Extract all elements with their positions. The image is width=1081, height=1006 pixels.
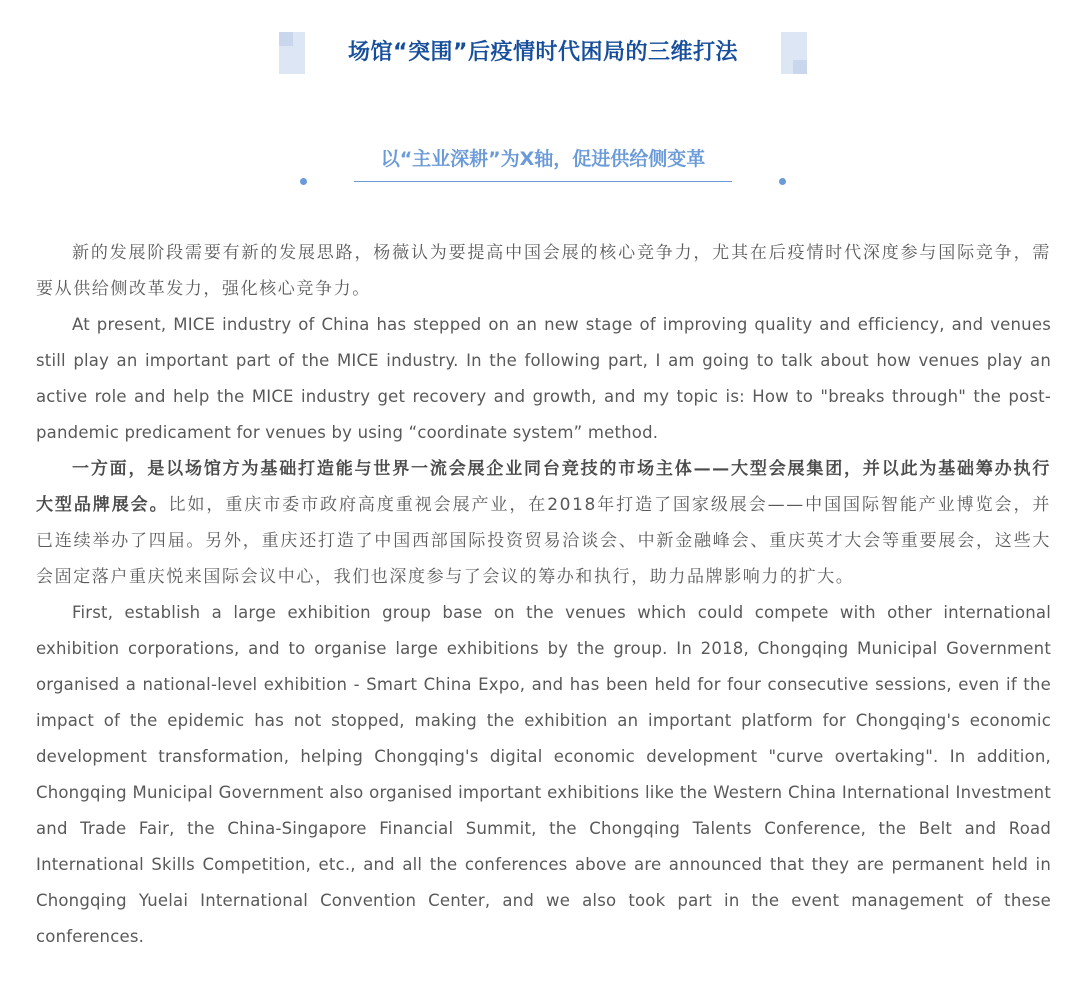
section-heading: 以“主业深耕”为X轴，促进供给侧变革 [380, 148, 706, 170]
title-banner [279, 32, 807, 74]
paragraph-bold-lead: 一方面，是以场馆方为基础打造能与世界一流会展企业同台竞技的市场主体——大型会展集团，并以此为基础筹办执行大型品牌展会。 [36, 459, 1051, 515]
paragraph-chinese-intro: 新的发展阶段需要有新的发展思路，杨薇认为要提高中国会展的核心竞争力，尤其在后疫情时代深度参与国际竞争，需要从供给侧改革发力，强化核心竞争力。 [36, 243, 1051, 299]
paragraph-english-intro: At present, MICE industry of China has stepped on an new stage of improving quality and efficiency, and venues still play an important part of the MICE industry. In the following part, I am going to talk about how venues play an active role and help the MICE industry get recovery and growth, and my topic is: How to "breaks through" the post-pandemic predicament for venues by using “coordinate system” method. [36, 315, 1051, 442]
paragraph-english-first-point: First, establish a large exhibition group base on the venues which could compete with other international exhibition corporations, and to organise large exhibitions by the group. In 2018, Chongqing Municipal Government organised a national-level exhibition - Smart China Expo, and has been held for four consecutive sessions, even if the impact of the epidemic has not stopped, making the exhibition an important platform for Chongqing's economic development transformation, helping Chongqing's digital economic development "curve overtaking". In addition, Chongqing Municipal Government also organised important exhibitions like the Western China International Investment and Trade Fair, the China-Singapore Financial Summit, the Chongqing Talents Conference, the Belt and Road International Skills Competition, etc., and all the conferences above are announced that they are permanent held in Chongqing Yuelai International Convention Center, and we also took part in the event management of these conferences. [36, 603, 1051, 946]
page-title: 场馆“突围”后疫情时代困局的三维打法 [348, 40, 738, 65]
paragraph-body-text: 比如，重庆市委市政府高度重视会展产业，在2018年打造了国家级展会——中国国际智能产业博览会，并已连续举办了四届。另外，重庆还打造了中国西部国际投资贸易洽谈会、中新金融峰会、重庆英才大会等重要展会，这些大会固定落户重庆悦来国际会议中心，我们也深度参与了会议的筹办和执行，助力品牌影响力的扩大。 [36, 495, 1051, 587]
section-underline [354, 181, 732, 182]
paragraph-chinese-first-point [36, 451, 1051, 595]
article-body [36, 235, 1051, 955]
section-dot-right [779, 178, 786, 185]
section-dot-left [300, 178, 307, 185]
